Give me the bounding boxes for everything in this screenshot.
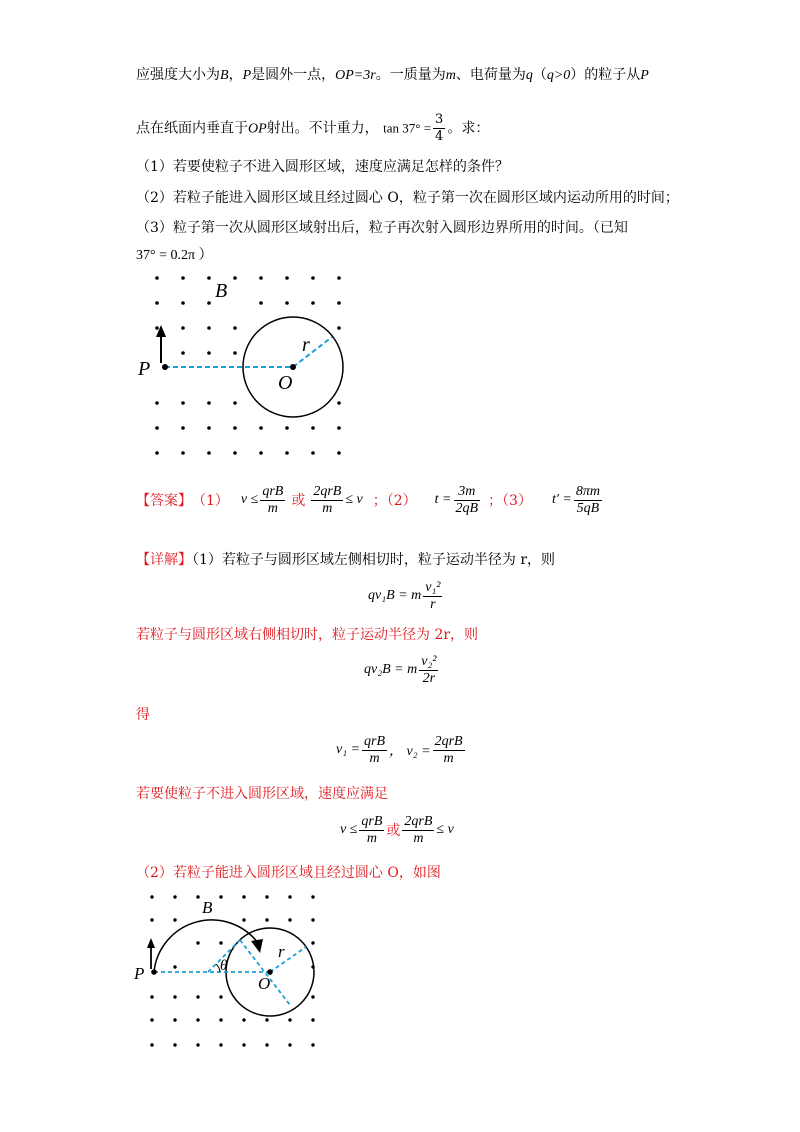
denominator: m: [443, 750, 454, 766]
answer-or: 或: [291, 493, 306, 509]
symbol-P: P: [242, 68, 252, 83]
eq3-v1: v₁ =: [336, 742, 361, 757]
numerator: 2qrB: [404, 813, 433, 829]
denominator: r: [430, 596, 436, 612]
solution-line-4: 若要使粒子不进入圆形区域，速度应满足: [136, 786, 388, 802]
denominator: m: [322, 500, 333, 516]
answer-line: [136, 478, 604, 522]
denominator: 2qB: [455, 500, 479, 516]
equation-4: [340, 808, 454, 852]
solution-tag: 【详解】: [136, 552, 192, 568]
eq2-lhs: qv₂B = m: [364, 662, 418, 677]
tan-fraction: [433, 112, 445, 145]
answer-part-2-label: ；（2）: [372, 493, 417, 509]
eq4-lhs: v ≤: [340, 822, 358, 837]
figure-2: [130, 885, 330, 1055]
numerator: v₁²: [425, 579, 441, 595]
symbol-B: B: [220, 68, 229, 83]
eq2-fraction: [419, 654, 438, 687]
symbol-OP: OP: [335, 68, 354, 83]
solution-line-5: （2）若粒子能进入圆形区域且经过圆心 O，如图: [136, 865, 441, 881]
eq4-rhs: ≤ v: [436, 822, 454, 837]
answer-3-lhs: t′ =: [551, 492, 572, 507]
label-r: r: [302, 334, 310, 356]
radius-dashed-line: [293, 337, 332, 367]
point-O: [290, 364, 296, 370]
text: ）的粒子从: [570, 67, 641, 83]
text: 。一质量为: [375, 67, 446, 83]
text: 。求：: [447, 120, 490, 137]
label-r: r: [278, 942, 285, 961]
denominator: 2r: [422, 670, 436, 686]
solution-line-3: 得: [136, 707, 150, 723]
numerator: 2qrB: [313, 483, 342, 499]
label-O: O: [258, 974, 271, 993]
eq4-or: 或: [386, 824, 401, 839]
tan-numerator: 3: [435, 112, 444, 127]
symbol-OP-value: =3r: [353, 68, 376, 83]
equation-3: [336, 728, 467, 772]
numerator: v₂²: [421, 653, 437, 669]
eq4-fraction-1: [359, 814, 384, 847]
magnetic-field-dots: [150, 895, 314, 1046]
question-3: （3）粒子第一次从圆形区域射出后，粒子再次射入圆形边界所用的时间。（已知: [136, 220, 628, 236]
label-B: B: [202, 898, 213, 917]
text: （: [532, 67, 547, 83]
problem-line-2: [136, 112, 489, 145]
eq3-v2: ， v₂ =: [389, 744, 431, 759]
symbol-q-positive: q>0: [546, 68, 571, 83]
label-O: O: [278, 372, 293, 394]
eq3-fraction-1: [362, 734, 387, 767]
equation-2: [364, 650, 440, 690]
solution-line-1: [136, 549, 555, 569]
answer-tag: 【答案】: [136, 493, 192, 509]
denominator: m: [413, 830, 424, 846]
eq3-fraction-2: [433, 734, 465, 767]
numerator: qrB: [361, 813, 383, 829]
tan-label: tan 37° =: [383, 120, 432, 136]
radius-dashed-line: [270, 947, 306, 972]
text: 射出。不计重力，: [266, 120, 379, 137]
text: ，: [228, 67, 243, 83]
magnetic-field-dots: [155, 276, 341, 455]
label-P: P: [134, 964, 145, 983]
eq1-fraction: [423, 580, 442, 613]
label-P: P: [138, 358, 151, 380]
trajectory-arrow-icon: [251, 939, 263, 953]
denominator: 5qB: [576, 500, 600, 516]
answer-2-lhs: t =: [434, 492, 452, 507]
numerator: qrB: [262, 483, 284, 499]
point-P: [162, 364, 168, 370]
point-P: [151, 969, 157, 975]
eq4-fraction-2: [402, 814, 434, 847]
denominator: m: [267, 500, 278, 516]
answer-part-3-label: ；（3）: [488, 493, 532, 509]
numerator: 3m: [454, 484, 481, 501]
solution-line-2: 若粒子与圆形区域右侧相切时，粒子运动半径为 2r，则: [136, 627, 479, 643]
text: 是圆外一点，: [251, 67, 336, 83]
symbol-OP: OP: [248, 121, 267, 137]
numerator: qrB: [364, 733, 386, 749]
denominator: m: [366, 830, 377, 846]
figure-1: [130, 265, 360, 465]
text: 、电荷量为: [455, 67, 526, 83]
symbol-q: q: [525, 68, 533, 83]
eq1-lhs: qv₁B = m: [368, 588, 422, 603]
label-B: B: [215, 280, 228, 302]
equation-1: [368, 576, 444, 616]
text: 应强度大小为: [136, 67, 220, 83]
question-1: （1）若要使粒子不进入圆形区域，速度应满足怎样的条件？: [136, 159, 509, 175]
label-theta: θ: [220, 958, 228, 974]
answer-1-fraction-2: [311, 484, 343, 517]
numerator: 2qrB: [434, 733, 463, 749]
answer-2-fraction: [454, 484, 481, 517]
trajectory-arc: [154, 920, 258, 972]
answer-1-rhs: ≤ v: [345, 492, 363, 507]
question-2: （2）若粒子能进入圆形区域且经过圆心 O，粒子第一次在圆形区域内运动所用的时间；: [136, 190, 679, 206]
symbol-m: m: [445, 68, 456, 83]
arrow-head-icon: [147, 938, 155, 948]
numerator: 8πm: [575, 483, 601, 499]
text: （1）若粒子与圆形区域左侧相切时，粒子运动半径为 r，则: [192, 552, 556, 568]
answer-1-lhs: v ≤: [240, 492, 259, 507]
question-3-note: 37° = 0.2π ）: [136, 248, 213, 263]
symbol-P: P: [640, 68, 649, 83]
answer-1-fraction: [260, 484, 285, 517]
answer-part-1-label: （1）: [192, 493, 229, 509]
denominator: m: [369, 750, 380, 766]
answer-3-fraction: [574, 484, 602, 517]
problem-line-1: [136, 64, 649, 84]
tan-denominator: 4: [435, 129, 444, 144]
text: 点在纸面内垂直于: [136, 120, 248, 137]
